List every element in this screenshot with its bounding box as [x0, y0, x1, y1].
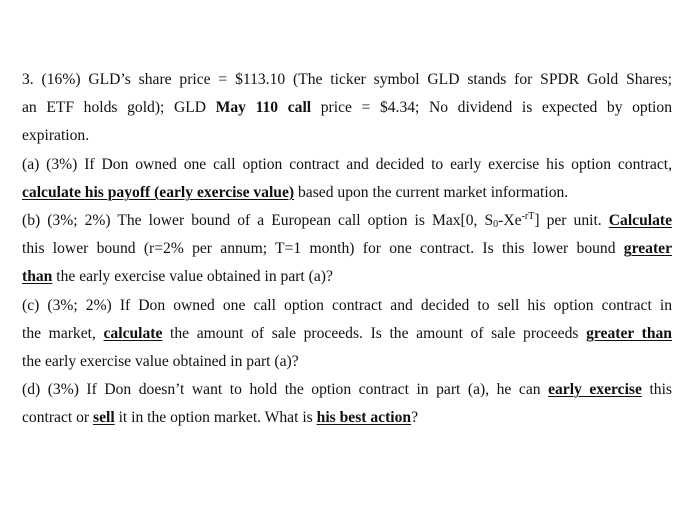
- part-a-line-2: calculate his payoff (early exercise value) based upon the current market information.: [22, 183, 569, 201]
- part-a-line-1: (a) (3%) If Don owned one call option contract and decided to early exercise his option contract,: [22, 155, 672, 173]
- part-b-calculate-emphasis: Calculate: [608, 211, 672, 229]
- part-b-greater-emphasis: greater: [623, 240, 672, 258]
- part-d-best-action-emphasis: his best action: [316, 409, 412, 427]
- part-b-than-emphasis: than: [22, 268, 53, 286]
- part-d-line-1: (d) (3%) If Don doesn’t want to hold the option contract in part (a), he can early exercise this: [22, 381, 672, 399]
- part-c-line-2: the market, calculate the amount of sale proceeds. Is the amount of sale proceeds greater than: [22, 324, 672, 342]
- question-document: [22, 66, 672, 432]
- part-c-calculate-emphasis: calculate: [103, 324, 163, 342]
- part-c-line-3: the early exercise value obtained in part (a)?: [22, 352, 299, 370]
- question-intro-line-1: 3. (16%) GLD’s share price = $113.10 (The ticker symbol GLD stands for SPDR Gold Shares;: [22, 71, 672, 88]
- part-d-line-2: contract or sell it in the option market. What is his best action?: [22, 409, 419, 427]
- part-a-emphasis: calculate his payoff (early exercise value): [22, 183, 295, 201]
- part-c-line-1: (c) (3%; 2%) If Don owned one call option contract and decided to sell his option contract in: [22, 296, 672, 314]
- question-intro-line-2: an ETF holds gold); GLD May 110 call price = $4.34; No dividend is expected by option: [22, 99, 672, 117]
- option-spec-emphasis: May 110 call: [215, 99, 312, 117]
- part-d-early-exercise-emphasis: early exercise: [548, 381, 642, 399]
- part-c-greater-than-emphasis: greater than: [586, 324, 672, 342]
- part-b-line-3: than the early exercise value obtained in part (a)?: [22, 268, 333, 286]
- part-b-line-1: (b) (3%; 2%) The lower bound of a European call option is Max[0, $S_0-Xe^{-rT}$] per unit. Calculate: [22, 210, 672, 230]
- part-b-line-2: this lower bound (r=2% per annum; T=1 month) for one contract. Is this lower bound greater: [22, 240, 672, 258]
- question-intro-line-3: expiration.: [22, 127, 90, 145]
- part-d-sell-emphasis: sell: [93, 409, 115, 427]
